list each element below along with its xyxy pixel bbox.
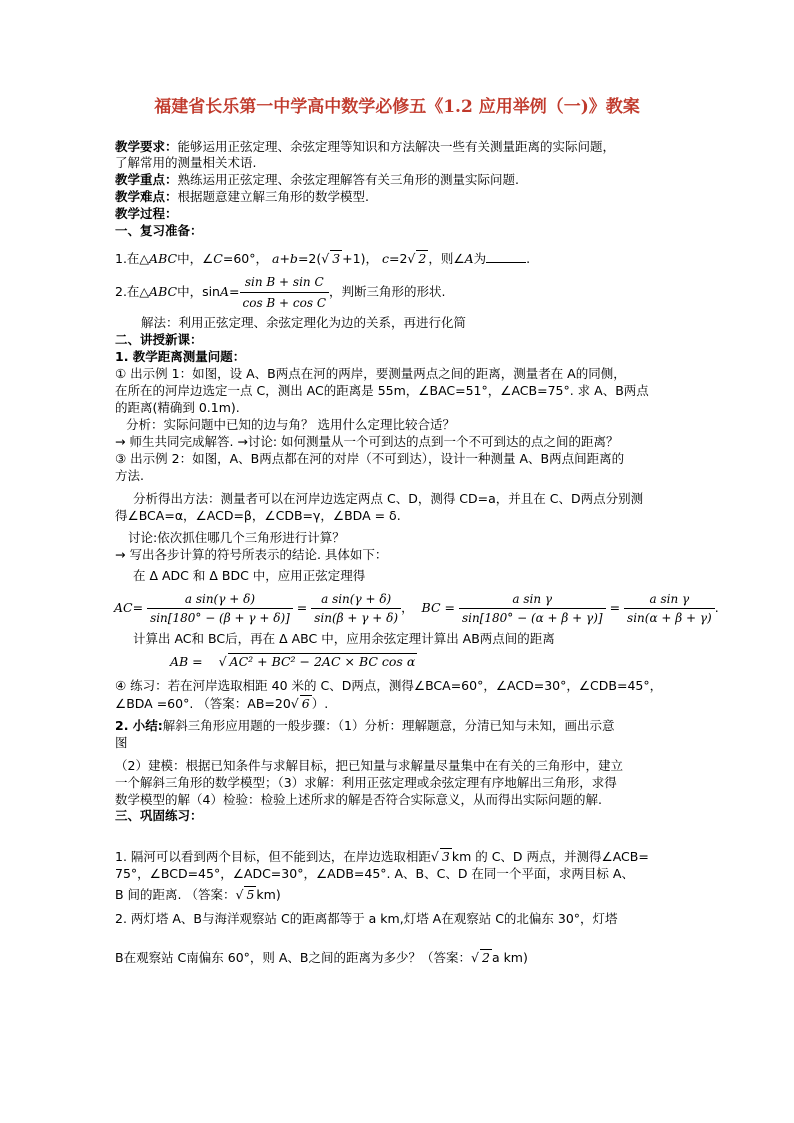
summary-line4: 一个解斜三角形的数学模型；（3）求解：利用正弦定理或余弦定理有序地解出三角形，求得 [115,775,617,790]
page-title: 福建省长乐第一中学高中数学必修五《1.2 应用举例（一)》教案 [154,97,640,117]
p1-radicand: 5 [246,887,255,902]
arrow-discussion: → 师生共同完成解答. →讨论: 如何测量从一个可到达的点到一个不可到达的点之间的距离？ [115,434,619,449]
answer-blank [486,250,526,263]
bc-den-1: sin[180° − (α + β + γ)] [459,608,606,627]
section-review: 一、复习准备： [115,223,203,238]
bc-num-2: a sin γ [649,592,690,606]
bc-den-2: sin(α + β + γ) [624,608,715,627]
solution-hint: 解法：利用正弦定理、余弦定理化为边的关系，再进行化简 [141,315,467,330]
sqrt-sign: √ [290,696,299,711]
process-label: 教学过程： [115,206,178,221]
subsection-distance: 1. 教学距离测量问题： [115,349,246,364]
ac-den-2: sin(β + γ + δ) [311,608,401,627]
ab-expression: AC² + BC² − 2AC × BC cos α [229,654,416,669]
analysis-2-line2: 得∠BCA=α，∠ACD=β，∠CDB=γ，∠BDA = δ. [115,508,401,523]
teaching-requirement-cont: 了解常用的测量相关术语. [115,155,257,170]
calc-text: 计算出 AC和 BC后，再在 Δ ABC 中，应用余弦定理计算出 AB两点间的距离 [133,631,555,646]
summary-text: 解斜三角形应用题的一般步骤：（1）分析：理解题意，分清已知与未知，画出示意 [162,718,615,733]
ac-num-1: a sin(γ + δ) [184,592,255,606]
summary-line5: 数学模型的解（4）检验：检验上述所求的解是否符合实际意义，从而得出实际问题的解. [115,792,602,807]
practice-1-line2: 75°，∠BCD=45°，∠ADC=30°，∠ADB=45°. A、B、C、D 在同一个平面，求两目标 A、 [115,866,634,881]
q1-text: =60°， [222,251,268,266]
q2-var: A [219,284,230,299]
teaching-focus [115,172,519,188]
bc-label: BC = [421,600,455,615]
p2-text: a km) [491,950,528,965]
q1-text: . [526,251,531,266]
q1-text: +1)， [342,251,378,266]
p2-radicand: 2 [481,950,490,965]
q2-numerator: sin B + sin C [244,275,324,289]
q1-var: b [289,251,298,266]
q1-var: c [381,251,389,266]
ac-num-2: a sin(γ + δ) [321,592,392,606]
ex4-text: ∠BDA =60°. （答案：AB=20 [115,696,291,711]
q2-fraction [240,272,330,313]
discussion: 讨论:依次抓住哪几个三角形进行计算？ [128,530,345,545]
key-label: 教学重点： [115,172,178,187]
practice-1-line1 [115,848,649,865]
q1-text: =2( [297,251,322,266]
example2-line2: 方法. [115,468,144,483]
bc-num-1: a sin γ [512,592,553,606]
ac-den-1: sin[180° − (β + γ + δ)] [147,608,293,627]
p2-text: B在观察站 C南偏东 60°，则 A、B之间的距离为多少？（答案： [115,950,472,965]
sqrt-sign: √ [407,251,416,266]
q1-text: 为 [473,251,487,266]
practice-2-line1: 2. 两灯塔 A、B与海洋观察站 C的距离都等于 a km,灯塔 A在观察站 C的北偏东 30°，灯塔 [115,911,618,926]
analysis-2-line1: 分析得出方法：测量者可以在河岸边选定两点 C、D，测得 CD=a，并且在 C、D两点分别测 [133,491,644,506]
q1-radicand: 2 [418,251,427,266]
q2-denominator: cos B + cos C [240,292,330,313]
ac-label: AC= [114,600,144,615]
exercise-4-line1: ④ 练习：若在河岸选取相距 40 米的 C、D两点，测得∠BCA=60°，∠ACD=30°，∠CDB=45°， [115,678,663,693]
q2-var: ABC [149,284,178,299]
ab-label: AB = [170,654,203,669]
ac-eq: = [296,600,308,615]
exercise-4-line2 [115,695,328,712]
sqrt-sign: √ [218,654,227,669]
q2-text: 2.在△ [115,284,150,299]
analysis-1: 分析：实际问题中已知的边与角？ 选用什么定理比较合适？ [126,417,455,432]
sqrt-sign: √ [235,887,244,902]
example1-line1: ① 出示例 1：如图，设 A、B两点在河的两岸，要测量两点之间的距离，测量者在 A的同侧， [115,366,626,381]
formula-ab [170,653,417,670]
bc-fraction-1 [459,590,606,627]
teaching-difficulty [115,189,369,205]
q2-text: ，判断三角形的形状. [329,284,446,299]
example1-line3: 的距离(精确到 0.1m). [115,400,240,415]
section-new-lesson: 二、讲授新课： [115,332,203,347]
q2-text: 中，sin [177,284,220,299]
ex4-text: ）. [311,696,329,711]
ac-fraction-1 [147,590,293,627]
req-label: 教学要求： [115,139,178,154]
q1-var: A [464,251,474,266]
review-question-2 [115,272,446,313]
example1-line2: 在所在的河岸边选定一点 C，测出 AC的距离是 55m，∠BAC=51°，∠ACB=75°. 求 A、B两点 [115,383,649,398]
q1-var: ABC [149,251,178,266]
summary-line1 [115,718,615,734]
p1-radicand: 3 [441,849,450,864]
example2-line1: ③ 出示例 2：如图，A、B两点都在河的对岸（不可到达），设计一种测量 A、B两点间距离的 [115,451,625,466]
review-question-1 [115,250,530,267]
practice-2-line2 [115,949,528,966]
bc-end: . [714,600,719,615]
q2-text: = [229,284,240,299]
sine-law-intro: 在 Δ ADC 和 Δ BDC 中，应用正弦定理得 [133,568,366,583]
arrow-steps: → 写出各步计算的符号所表示的结论. 具体如下： [115,547,388,562]
ex4-radicand: 6 [301,696,310,711]
q1-var: a [271,251,280,266]
q1-var: C [213,251,223,266]
sqrt-sign: √ [471,950,479,965]
q1-text: 1.在△ [115,251,150,266]
teaching-requirement [115,139,615,155]
q1-text: + [279,251,290,266]
summary-line3: （2）建模：根据已知条件与求解目标，把已知量与求解量尽量集中在有关的三角形中，建立 [115,758,623,773]
q1-text: =2 [388,251,408,266]
ac-fraction-2 [311,590,401,627]
practice-1-line3 [115,886,281,903]
sqrt-sign: √ [430,849,439,864]
bc-fraction-2 [624,590,715,627]
req-text: 能够运用正弦定理、余弦定理等知识和方法解决一些有关测量距离的实际问题， [177,139,616,154]
p1-text: km 的 C、D 两点，并测得∠ACB= [451,849,649,864]
p1-text: B 间的距离. （答案： [115,887,236,902]
key-text: 熟练运用正弦定理、余弦定理解答有关三角形的测量实际问题. [177,172,519,187]
p1-text: 1. 隔河可以看到两个目标，但不能到达，在岸边选取相距 [115,849,431,864]
bc-eq: = [609,600,621,615]
p1-text: km) [256,887,281,902]
diff-label: 教学难点： [115,189,178,204]
comma: ， [401,600,414,615]
diff-text: 根据题意建立解三角形的数学模型. [177,189,369,204]
summary-label: 2. 小结: [115,718,163,733]
q1-text: 中，∠ [177,251,214,266]
q1-text: ，则∠ [428,251,465,266]
summary-line2: 图 [115,735,128,750]
formula-ac-bc [114,590,719,627]
section-practice: 三、巩固练习： [115,808,203,823]
sqrt-sign: √ [321,251,330,266]
q1-radicand: 3 [332,251,341,266]
